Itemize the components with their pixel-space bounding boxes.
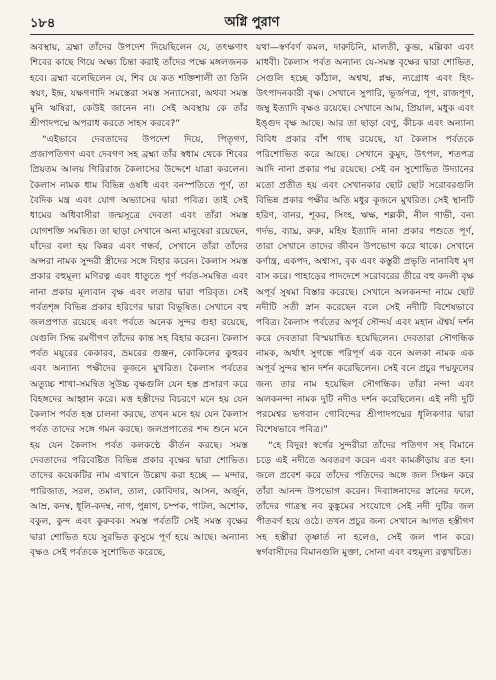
page-header bbox=[30, 14, 474, 32]
paragraph: “হে বিদুর! স্বর্গের সুন্দরীরা তাঁদের পতিগণ সহ বিমানে চড়ে এই নদীতে অবতরণ করেন এবং কামক্রীড়ায় রত হন। জলে প্রবেশ করে তাঁদের পতিদের অঙ্গে জল সিঞ্চন করে তাঁরা আনন্দ উপভোগ করেন। দিব্যাঙ্গনাদের স্নানের ফলে, তাঁদের গাত্রস্থ নব কুঙ্কুমের সংযোগে সেই নদী দুটির জল পীতবর্ণ হয়ে ওঠে। তখন প্রচুর জন্য সেখানে আগত হস্তীগণ সহ হস্তীরা তৃষ্ণার্ত না হলেও, সেই জল পান করে। স্বর্গবাসীদের বিমানগুলি মুক্তা, সোনা এবং বহুমূল্য রত্নখচিত। bbox=[256, 439, 474, 558]
page-number: ১৮৪ bbox=[30, 16, 56, 31]
right-column bbox=[256, 40, 474, 668]
paragraph: “এইভাবে দেবতাদের উপদেশ দিয়ে, পিতৃগণ, প্রজাপতিগণ এবং দেবগণ সহ ব্রহ্মা তাঁর স্বধাম থেকে শিবের প্রিয়তম আলয় গিরিরাজ কৈলাসের উদ্দেশে যাত্রা করলেন। কৈলাস নামক ধাম বিভিন্ন ওষধি এবং বনস্পতিতে পূর্ণ, তা বৈদিক মন্ত্র এবং যোগ অভ্যাসের দ্বারা পবিত্র। তাই সেই ধামের অধিবাসীরা জন্মসূত্রে দেবতা এবং তাঁরা সমস্ত যোগশক্তি সমন্বিত। তা ছাড়া সেখানে অন্য মানুষেরা রয়েছেন, যাঁদের বলা হয় কিন্নর এবং গন্ধর্ব, সেখানে তাঁরা তাঁদের অপ্সরা নামক সুন্দরী স্ত্রীদের সঙ্গে বিহার করেন। কৈলাস সমস্ত প্রকার বহুমূল্য মণিরত্ন এবং ধাতুতে পূর্ণ পর্বত-সমন্বিত এবং নানা প্রকার মূল্যবান বৃক্ষ এবং লতার দ্বারা পরিবৃত। সেই পর্বতশৃঙ্গ বিভিন্ন প্রকার হরিণের দ্বারা বিভূষিত। সেখানে বহু জলপ্রপাত রয়েছে এবং পর্বতে অনেক সুন্দর গুহা রয়েছে, যেগুলি সিদ্ধ রমণীগণ তাঁদের কান্ত সহ বিহার করেন। কৈলাস পর্বত ময়ূরের কেকারব, ভ্রমরের গুঞ্জন, কোকিলের কুহুরব এবং অন্যান্য পক্ষীদের কূজনে মুখরিত। কৈলাস পর্বতের অত্যুচ্চ শাখা-সমন্বিত সুউচ্চ বৃক্ষগুলি যেন হস্ত প্রসারণ করে বিহঙ্গদের আহ্বান করে। মত্ত হস্তীদের বিচরণে মনে হয় যেন কৈলাস পর্বত হস্ত চালনা করছে, তখন মনে হয় যেন কৈলাস পর্বত তাদের সঙ্গে গমন করছে। জলপ্রপাতের শব্দ শুনে মনে হয় যেন কৈলাস পর্বত কলকণ্ঠে কীর্তন করছে। সমস্ত দেবতাদের পরিবেষ্টিত বিভিন্ন প্রকার বৃক্ষের দ্বারা শোভিত। তাদের কয়েকটির নাম এখানে উল্লেখ করা হচ্ছে — মন্দার, পারিজাত, সরল, তমাল, তাল, কোবিদার, আসন, অর্জুন, আম্র, কদম্ব, ধূলি-কদম্ব, নাগ, পুন্নাগ, চম্পক, পাটল, অশোক, বকুল, কুন্দ এবং কুরুবক। সমস্ত পর্বতটি সেই সমস্ত বৃক্ষের দ্বারা শোভিত হয়ে সুরভিত কুসুমে পূর্ণ হয়ে আছে। অন্যান্য বৃক্ষও সেই পর্বতকে সুশোভিত করেছে, bbox=[30, 133, 248, 558]
paragraph: অবস্থায়, ব্রহ্মা তাঁদের উপদেশ দিয়েছিলেন যে, তৎক্ষণাৎ শিবের কাছে গিয়ে অক্ষ্য চিন্তা করাই তাঁদের পক্ষে মঙ্গলজনক হবে। ব্রহ্মা বলেছিলেন যে, শিব যে কত শক্তিশালী তা তিনি স্বয়ং, ইন্দ্র, যক্ষগণাদি সমস্তেরা সমস্ত সন্যাসেরা, অথবা সমস্ত মুনি ঋষিরা, কেউই জানেন না। সেই অবস্থায় কে তাঁর শ্রীপাদপদ্মে অপরাধ করতে সাহস করবে?” bbox=[30, 42, 248, 130]
paragraph: যথা—স্বর্ণবর্ণ কমল, দারুচিনি, মালতী, কুব্জ, মল্লিকা এবং মাধবী। কৈলাস পর্বত অন্যান্য যে-সমস্ত বৃক্ষের দ্বারা শোভিত, সেগুলি হচ্ছে কাঁঠাল, অশ্বত্থ, প্লক্ষ, ন্যগ্রোধ এবং হিং-উৎপাদনকারী বৃক্ষ। সেখানে সুপারি, ভূর্জপত্র, পূগ, রাজপূগ, জম্বু ইত্যাদি বৃক্ষও রয়েছে। সেখানে আম, প্রিয়াল, মধুক এবং ইঙ্গুদ বৃক্ষ আছে। আর তা ছাড়া বেণু, কীচক এবং অন্যান্য বিবিধ প্রকার বাঁশ গাছ রয়েছে, যা কৈলাস পর্বতকে পরিশোভিত করে আছে। সেখানে কুমুদ, উৎপল, শতপত্র আদি নানা প্রকার পদ্ম রয়েছে। সেই বন সুশোভিত উদ্যানের মতো প্রতীত হয় এবং সেখানকার ছোট ছোট সরোবরগুলি বিভিন্ন প্রকার পক্ষীর অতি মধুর কূজনে মুখরিত। সেই স্থানটি হরিণ, বানর, শূকর, সিংহ, ঋক্ষ, শল্লকী, নীল গাভী, বন্য গর্দভ, ব্যাঘ্র, রুরু, মহিষ ইত্যাদি নানা প্রকার পশুতে পূর্ণ, তারা সেখানে তাদের জীবন উপভোগ করে থাকে। সেখানে কর্ণান্ত্র, একপদ, অশ্বাস্য, বৃক এবং কস্তুরী প্রভৃতি নানাবিধ মৃগ বাস করে। পাহাড়ের পাদদেশে সরোবরের তীরে বহু কদলী বৃক্ষ অপূর্ব সুষমা বিস্তার করেছে। সেখানে অলকনন্দা নামে ছোট নদীটি সতী স্নান করেছেন বলে সেই নদীটি বিশেষভাবে পবিত্র। কৈলাস পর্বতের অপূর্ব সৌন্দর্য এবং মহান ঐশ্বর্য দর্শন করে দেবতারা বিস্ময়ান্বিত হয়েছিলেন। দেবতারা সৌগন্ধিক নামক, অর্থাৎ সুগন্ধে পরিপূর্ণ এক বনে অলকা নামক এক অপূর্ব সুন্দর স্থান দর্শন করেছিলেন। সেই বনে প্রচুর পদ্মফুলের জন্য তার নাম হয়েছিল সৌগন্ধিক। তাঁরা নন্দা এবং অলকনন্দা নামক দুটি নদীও দর্শন করেছিলেন। এই নদী দুটি পরমেশ্বর ভগবান গোবিন্দের শ্রীপাদপদ্মের ধূলিকণার দ্বারা বিশেষভাবে পবিত্র।” bbox=[256, 42, 474, 436]
left-column bbox=[30, 40, 248, 668]
header-rule bbox=[30, 34, 474, 35]
running-title: অগ্নি পুরাণ bbox=[224, 14, 280, 30]
